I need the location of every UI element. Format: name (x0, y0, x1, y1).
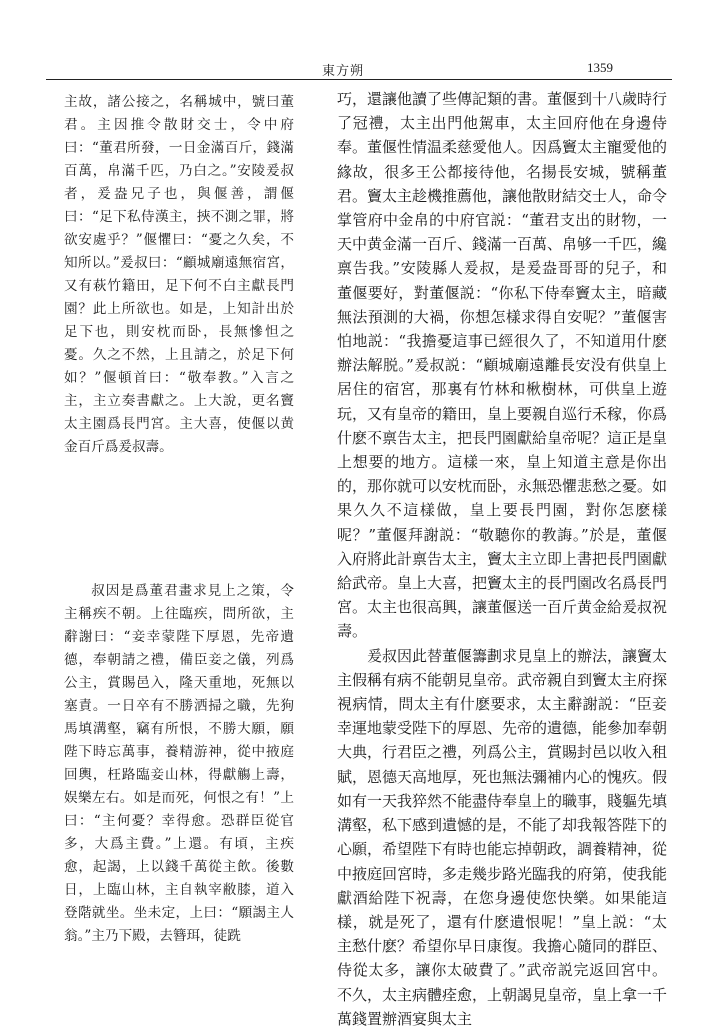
classical-text-column-top (64, 91, 294, 459)
header-rule (46, 79, 672, 80)
classical-paragraph-continued: 主故，諸公接之，名稱城中，號曰董君。主因推令散財交士，令中府曰：“董君所發，一日金滿百斤，錢滿百萬，帛滿千匹，乃白之。”安陵爰叔者，爰盎兄子也，與偃善，謂偃曰：“足下私侍漢主，挾不測之罪，將欲安處乎？”偃懼曰：“憂之久矣，不知所以。”爰叔曰：“顧城廟遠無宿宮，又有萩竹籍田，足下何不白主獻長門園？此上所欲也。如是，上知計出於足下也，則安枕而卧，長無慘怛之憂。久之不然，上且請之，於足下何如？”偃頓首曰：“敬奉教。”入言之主，主立奏書獻之。上大說，更名竇太主園爲長門宮。主大喜，使偃以黄金百斤爲爰叔壽。 (64, 94, 294, 455)
classical-paragraph: 叔因是爲董君畫求見上之策，令主稱疾不朝。上往臨疾，問所欲，主辭謝曰：“妾幸蒙陛下厚恩，先帝遺德，奉朝請之禮，備臣妾之儀，列爲公主，賞賜邑入，隆天重地，死無以塞責。一日卒有不勝洒掃之職，先狗馬填溝壑，竊有所恨，不勝大願，願陛下時忘萬事，養精游神，從中掖庭回輿，枉路臨妾山林，得獻觴上壽，娱樂左右。如是而死，何恨之有！”上曰：“主何憂？幸得愈。恐群臣從官多，大爲主費。”上還。有頃，主疾愈，起謁，上以錢千萬從主飲。後數日，上臨山林，主自執宰敝膝，道入登階就坐。坐未定，上曰：“願謁主人翁。”主乃下殿，去簪珥，徒跣 (64, 583, 294, 944)
page-header (0, 0, 716, 86)
translation-column (337, 87, 667, 1031)
page-number: 1359 (587, 60, 613, 75)
translation-paragraph-continued: 巧，還讓他讀了些傳記類的書。董偃到十八歲時行了冠禮，太主出門他駕車，太主回府他在身邊侍奉。董偃性情温柔慈愛他人。因爲竇太主寵愛他的緣故，很多王公都接待他，名揚長安城，號稱董君。竇太主趁機推薦他，讓他散財結交士人，命令掌管府中金帛的中府官説：“董君支出的財物，一天中黄金滿一百斤、錢滿一百萬、帛够一千匹，纔禀告我。”安陵縣人爰叔，是爰盎哥哥的兒子，和董偃要好，對董偃説：“你私下侍奉竇太主，暗藏無法預測的大禍，你想怎樣求得自安呢？”董偃害怕地説：“我擔憂這事已經很久了，不知道用什麽辦法解脱。”爰叔説：“顧城廟遠離長安没有供皇上居住的宿宮，那裏有竹林和楸樹林，可供皇上遊玩，又有皇帝的籍田，皇上要親自巡行禾稼，你爲什麽不禀告太主，把長門園獻給皇帝呢？這正是皇上想要的地方。這樣一來，皇上知道主意是你出的，那你就可以安枕而卧，永無恐懼悲愁之憂。如果久久不這樣做，皇上要長門園，對你怎麽樣呢？”董偃拜謝説：“敬聽你的教誨。”於是，董偃入府將此計禀告太主，竇太主立即上書把長門園獻給武帝。皇上大喜，把竇太主的長門園改名爲長門宮。太主也很高興，讓董偃送一百斤黄金給爰叔祝壽。 (337, 90, 668, 641)
translation-paragraph: 爰叔因此替董偃籌劃求見皇上的辦法，讓竇太主假稱有病不能朝見皇帝。武帝親自到竇太主府探視病情，問太主有什麽要求，太主辭謝説：“臣妾幸運地蒙受陛下的厚恩、先帝的遺德，能參加奉朝大典，行君臣之禮，列爲公主，賞賜封邑以收入租賦，恩德天高地厚，死也無法彌補内心的愧疚。假如有一天我猝然不能盡侍奉皇上的職事，賤軀先填溝壑，私下感到遺憾的是，不能了却我報答陛下的心願，希望陛下有時也能忘掉朝政，調養精神，從中掖庭回宮時，多走幾步路光臨我的府第，使我能獻酒給陛下祝壽，在您身邊使您快樂。如果能這樣，就是死了，還有什麽遺恨呢！”皇上説：“太主愁什麽？希望你早日康復。我擔心隨同的群臣、侍從太多，讓你太破費了。”武帝説完返回宮中。不久，太主病體痊愈，上朝謁見皇帝，皇上拿一千萬錢置辦酒宴與太主 (337, 646, 668, 1028)
running-title: 東方朔 (322, 64, 365, 79)
classical-text-column-bottom (64, 580, 294, 948)
